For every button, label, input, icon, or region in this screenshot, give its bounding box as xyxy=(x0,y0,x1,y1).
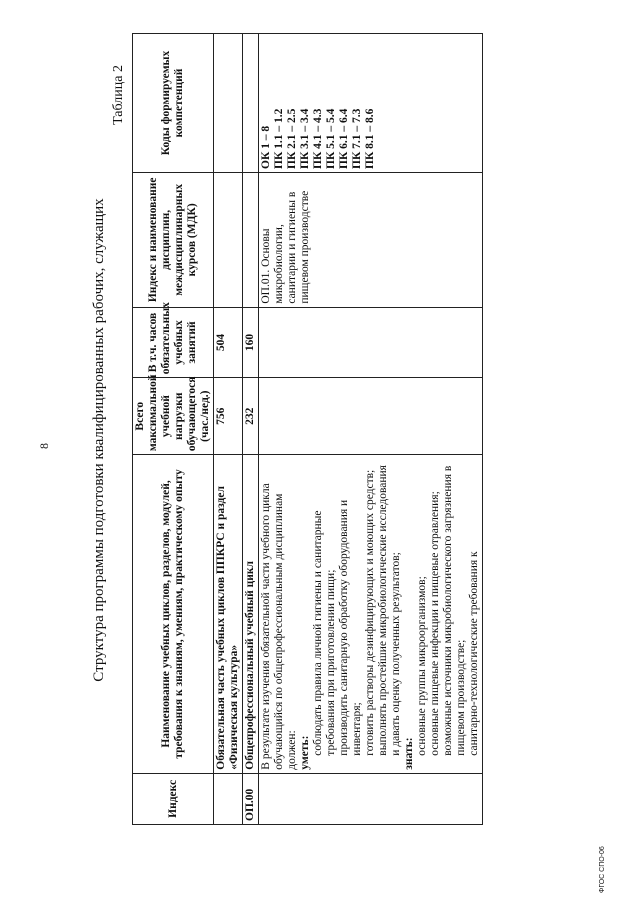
cell-index xyxy=(259,773,483,824)
cell-mandatory xyxy=(259,307,483,378)
competency-code: ПК 5.1 – 5.4 xyxy=(325,108,337,169)
cell-name: Общепрофессиональный учебный цикл xyxy=(243,455,259,774)
header-total-load: Всего максимальной учебной нагрузки обучающегося (час./нед.) xyxy=(133,378,214,455)
page-number: 8 xyxy=(37,443,51,449)
cell-codes xyxy=(214,34,243,173)
footer-standard-code: ФГОС СПО-06 xyxy=(599,846,606,893)
cell-total: 756 xyxy=(214,378,243,455)
knowledge-item: санитарно-технологические требования к xyxy=(468,551,480,756)
competency-code: ПК 8.1 – 8.6 xyxy=(364,108,376,169)
competency-code: ОК 1 – 8 xyxy=(260,125,272,169)
knowledge-label: знать: xyxy=(403,737,415,770)
skills-label: уметь: xyxy=(299,735,311,770)
competency-code: ПК 1.1 – 1.2 xyxy=(273,108,285,169)
table-row xyxy=(243,34,259,825)
cell-codes xyxy=(259,34,483,173)
knowledge-item: возможные источники микробиологического загрязнения в пищевом производстве; xyxy=(442,465,467,756)
header-competency-codes: Коды формируемых компетенций xyxy=(133,34,214,173)
cell-codes xyxy=(243,34,259,173)
skill-item: выполнять простейшие микробиологические исследования и давать оценку полученных результатов; xyxy=(377,465,402,756)
competency-code: ПК 7.1 – 7.3 xyxy=(351,108,363,169)
requirements-intro: В результате изучения обязательной части учебного цикла обучающийся по общепрофессиональным дисциплинам должен: xyxy=(260,483,298,770)
table-header-row xyxy=(133,34,214,825)
competency-code: ПК 2.1 – 2.5 xyxy=(286,108,298,169)
cell-index: ОП.00 xyxy=(243,773,259,824)
skill-item: соблюдать правила личной гигиены и санитарные требования при приготовлении пищи; xyxy=(312,510,337,756)
competency-code: ПК 4.1 – 4.3 xyxy=(312,108,324,169)
page-title: Структура программы подготовки квалифицированных рабочих, служащих xyxy=(91,198,107,682)
header-index: Индекс xyxy=(133,773,214,824)
cell-mandatory: 504 xyxy=(214,307,243,378)
cell-discipline xyxy=(214,173,243,308)
cell-index xyxy=(214,773,243,824)
header-name: Наименование учебных циклов, разделов, модулей, требования к знаниям, умениям, практическому опыту xyxy=(133,455,214,774)
knowledge-item: основные пищевые инфекции и пищевые отравления; xyxy=(429,491,441,756)
knowledge-item: основные группы микроорганизмов; xyxy=(416,576,428,756)
competency-code: ПК 6.1 – 6.4 xyxy=(338,108,350,169)
header-mandatory-hours: В т.ч. часов обязательных учебных занятий xyxy=(133,307,214,378)
cell-mandatory: 160 xyxy=(243,307,259,378)
table-label: Таблица 2 xyxy=(111,65,126,125)
cell-requirements xyxy=(259,455,483,774)
table-row xyxy=(214,34,243,825)
rotated-page-content xyxy=(88,35,588,845)
cell-total: 232 xyxy=(243,378,259,455)
skill-item: производить санитарную обработку оборудования и инвентаря; xyxy=(338,499,363,756)
header-discipline: Индекс и наименование дисциплин, междисциплинарных курсов (МДК) xyxy=(133,173,214,308)
cell-discipline: ОП.01. Основы микробиологии, санитарии и гигиены в пищевом производстве xyxy=(259,173,483,308)
competency-code: ПК 3.1 – 3.4 xyxy=(299,108,311,169)
skill-item: готовить растворы дезинфицирующих и моющих средств; xyxy=(364,469,376,756)
cell-discipline xyxy=(243,173,259,308)
cell-name: Обязательная часть учебных циклов ППКРС и раздел «Физическая культура» xyxy=(214,455,243,774)
cell-total xyxy=(259,378,483,455)
structure-table xyxy=(132,33,483,825)
table-row xyxy=(259,34,483,825)
